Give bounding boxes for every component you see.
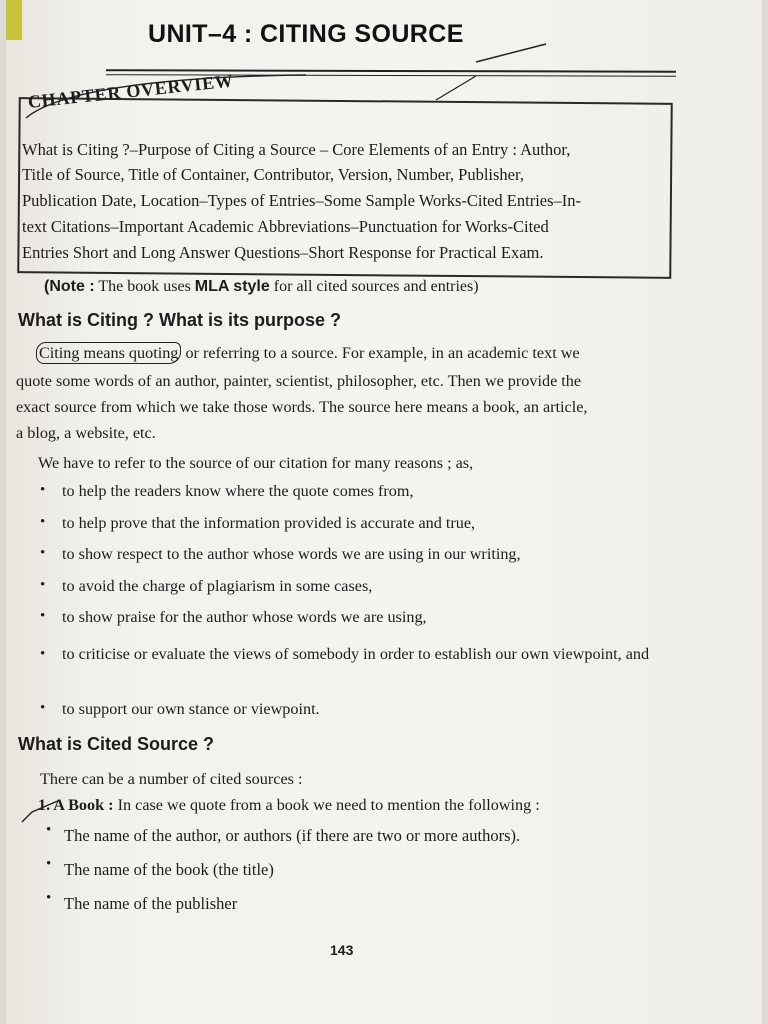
reasons-intro: We have to refer to the source of our citation for many reasons ; as, xyxy=(38,454,474,472)
unit-title: UNIT–4 : CITING SOURCE xyxy=(148,20,464,48)
book-page xyxy=(6,0,762,1024)
chapter-overview-heading: CHAPTER OVERVIEW xyxy=(26,70,235,112)
list-item: • The name of the publisher xyxy=(46,894,520,928)
book-item-text: In case we quote from a book we need to mention the following : xyxy=(113,796,540,814)
list-item: • to criticise or evaluate the views of somebody in order to establish our own viewpoint, and xyxy=(40,640,674,700)
citing-para-line-2: quote some words of an author, painter, scientist, philosopher, etc. Then we provide the xyxy=(16,372,582,390)
note-text-end: for all cited sources and entries) xyxy=(269,278,479,295)
heading-what-is-citing: What is Citing ? What is its purpose ? xyxy=(18,310,341,330)
list-item: • to show respect to the author whose words we are using in our writing, xyxy=(40,545,674,577)
tick-mark xyxy=(6,0,126,840)
overview-text: What is Citing ?–Purpose of Citing a Source – Core Elements of an Entry : Author, xyxy=(22,140,571,159)
overview-text: Title of Source, Title of Container, Contributor, Version, Number, Publisher, xyxy=(22,165,524,184)
reasons-list xyxy=(40,482,674,732)
page-number: 143 xyxy=(330,942,354,958)
circled-phrase: Citing means quoting xyxy=(36,342,181,364)
note-text: The book uses xyxy=(94,278,195,295)
note-mla-style: MLA style xyxy=(194,278,270,295)
list-item: • to help the readers know where the quote comes from, xyxy=(40,482,674,514)
list-item: • The name of the author, or authors (if there are two or more authors). xyxy=(46,826,520,860)
cited-sources-intro: There can be a number of cited sources : xyxy=(40,770,303,788)
overview-text: Publication Date, Location–Types of Entries–Some Sample Works-Cited Entries–In- xyxy=(22,191,582,210)
list-item: • to avoid the charge of plagiarism in some cases, xyxy=(40,577,674,609)
list-item: • to show praise for the author whose words we are using, xyxy=(40,608,674,640)
overview-text: text Citations–Important Academic Abbreviations–Punctuation for Works-Cited xyxy=(22,217,549,236)
citing-para-line-3: exact source from which we take those words. The source here means a book, an article, xyxy=(16,398,588,416)
para-text: or referring to a source. For example, in an academic text we xyxy=(181,344,580,362)
list-item: • The name of the book (the title) xyxy=(46,860,520,894)
book-details-list xyxy=(46,826,520,928)
citing-para-line-4: a blog, a website, etc. xyxy=(16,424,156,442)
overview-text: Entries Short and Long Answer Questions–Short Response for Practical Exam. xyxy=(22,243,544,262)
heading-cited-source: What is Cited Source ? xyxy=(18,734,215,754)
book-item-label: 1. A Book : xyxy=(38,796,114,814)
list-item: • to help prove that the information provided is accurate and true, xyxy=(40,514,674,546)
list-item: • to support our own stance or viewpoint. xyxy=(40,700,674,732)
note-label: (Note : xyxy=(44,278,95,295)
